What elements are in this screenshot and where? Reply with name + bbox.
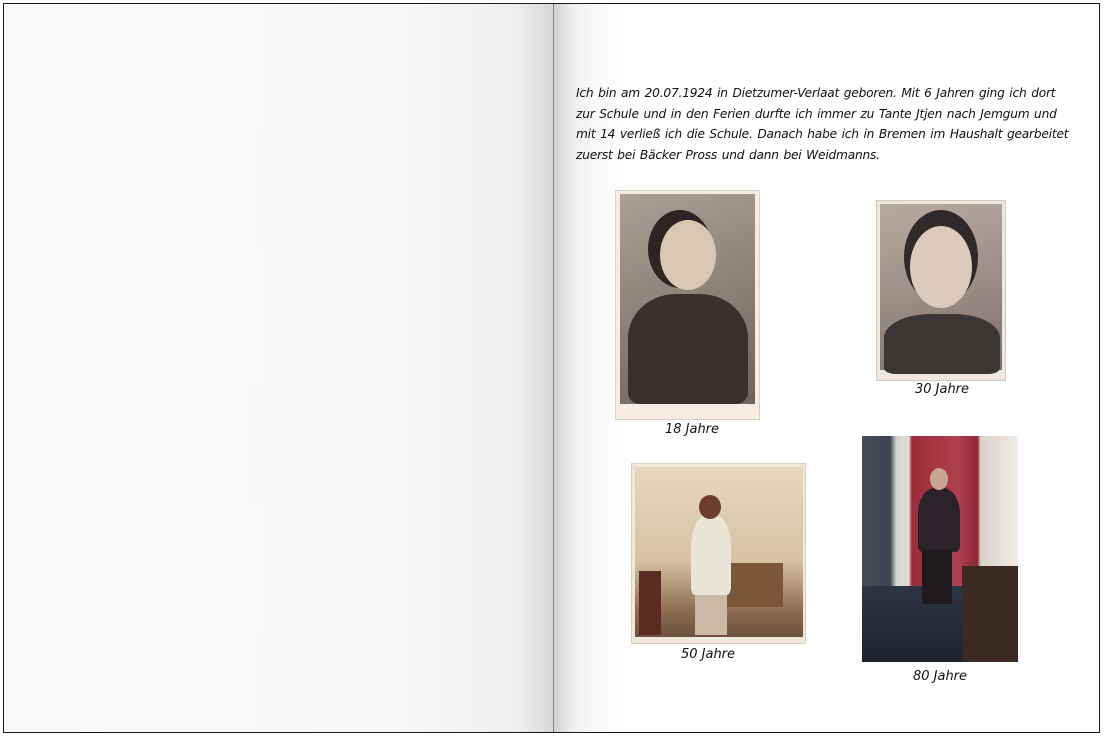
photo-book-spread: [3, 3, 1100, 733]
caption-30-jahre: 30 Jahre: [914, 382, 970, 397]
room-image: [862, 436, 1018, 662]
text-line-4: zuerst bei Bäcker Pross und dann bei Weidmanns.: [576, 147, 880, 162]
text-line-3: mit 14 verließ ich die Schule. Danach habe ich in Bremen im Haushalt gearbeitet: [576, 127, 1069, 141]
caption-80-jahre: 80 Jahre: [912, 669, 968, 684]
photo-50-jahre: [631, 463, 806, 644]
photo-80-jahre: [862, 436, 1018, 662]
portrait-image: [880, 204, 1002, 370]
left-page-blank: [4, 4, 553, 732]
room-image: [635, 467, 803, 637]
text-line-2: zur Schule und in den Ferien durfte ich immer zu Tante Jtjen nach Jemgum und: [576, 106, 1057, 121]
text-line-1: Ich bin am 20.07.1924 in Dietzumer-Verlaat geboren. Mit 6 Jahren ging ich dort: [576, 86, 1056, 100]
caption-50-jahre: 50 Jahre: [680, 647, 736, 662]
portrait-image: [620, 194, 755, 404]
caption-18-jahre: 18 Jahre: [664, 422, 720, 437]
photo-30-jahre: [876, 200, 1006, 381]
biography-text: [576, 83, 1076, 165]
right-page: [554, 4, 1099, 732]
photo-18-jahre: [615, 190, 760, 420]
